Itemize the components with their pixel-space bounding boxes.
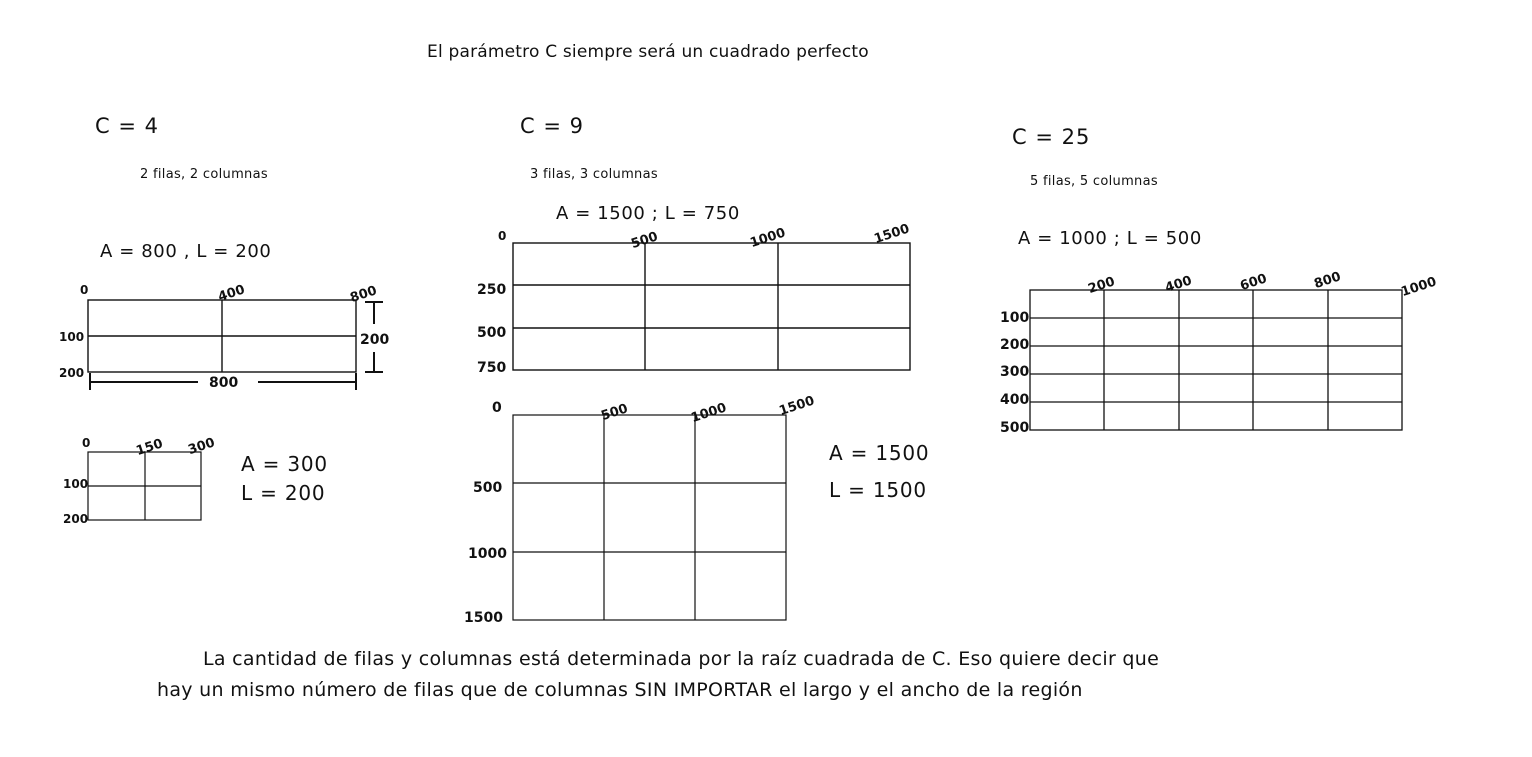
tick-c4b-left-1: 100: [63, 477, 89, 491]
tick-c4-top-1: 400: [216, 282, 247, 305]
tick-c25-top-3: 600: [1238, 271, 1269, 294]
case-annotation-c9-3: L = 1500: [829, 478, 927, 502]
tick-c4b-top-0: 0: [82, 436, 91, 450]
tick-c4-left-1: 100: [59, 330, 85, 344]
tick-c4b-top-2: 300: [186, 435, 217, 458]
tick-c9-top-1: 500: [629, 229, 660, 252]
tick-c9b-top-2: 1000: [689, 400, 729, 426]
case-title-c4: C = 4: [95, 114, 159, 138]
tick-c4-top-0: 0: [80, 283, 89, 297]
tick-c9-top-3: 1500: [872, 221, 912, 247]
tick-c9-top-2: 1000: [748, 225, 788, 251]
case-annotation-c9-1: A = 1500 ; L = 750: [556, 203, 740, 224]
tick-c9-left-2: 500: [477, 325, 507, 341]
tick-c9b-left-3: 1500: [464, 610, 503, 626]
tick-c9-left-1: 250: [477, 282, 507, 298]
grid-c4-main: [88, 300, 358, 380]
tick-c9-top-0: 0: [498, 229, 507, 243]
case-title-c9: C = 9: [520, 114, 584, 138]
grid-c9-main: [513, 243, 913, 373]
tick-c25-left-4: 400: [1000, 392, 1030, 408]
case-annotation-c4-3: L = 200: [241, 481, 326, 505]
page-title: El parámetro C siempre será un cuadrado perfecto: [427, 42, 869, 62]
tick-c4b-left-2: 200: [63, 512, 89, 526]
tick-c25-left-3: 300: [1000, 364, 1030, 380]
tick-c25-left-2: 200: [1000, 337, 1030, 353]
tick-c9b-top-3: 1500: [777, 393, 817, 419]
grid-c25-main: [1030, 290, 1410, 435]
tick-c25-top-4: 800: [1312, 269, 1343, 292]
tick-c25-left-1: 100: [1000, 310, 1030, 326]
tick-c9b-top-0: 0: [492, 400, 502, 416]
case-subtitle-c25: 5 filas, 5 columnas: [1030, 174, 1158, 189]
case-subtitle-c4: 2 filas, 2 columnas: [140, 167, 268, 182]
grid-c9-second: [513, 415, 793, 625]
tick-c25-left-5: 500: [1000, 420, 1030, 436]
tick-c4-left-2: 200: [59, 366, 85, 380]
case-annotation-c9-2: A = 1500: [829, 441, 930, 465]
tick-c9-left-3: 750: [477, 360, 507, 376]
grid-c4-second: [88, 452, 208, 524]
tick-c9b-top-1: 500: [599, 401, 630, 424]
tick-c25-top-1: 200: [1086, 274, 1117, 297]
label-height-c4: 200: [360, 332, 390, 348]
tick-c25-top-2: 400: [1163, 273, 1194, 296]
case-annotation-c4-1: A = 800 , L = 200: [100, 241, 272, 262]
case-subtitle-c9: 3 filas, 3 columnas: [530, 167, 658, 182]
case-annotation-c25-1: A = 1000 ; L = 500: [1018, 228, 1202, 249]
footer-line-2: hay un mismo número de filas que de columnas SIN IMPORTAR el largo y el ancho de la región: [157, 679, 1083, 701]
tick-c9b-left-1: 500: [473, 480, 503, 496]
tick-c25-top-5: 1000: [1399, 274, 1439, 300]
case-annotation-c4-2: A = 300: [241, 452, 328, 476]
tick-c4b-top-1: 150: [134, 436, 165, 459]
footer-line-1: La cantidad de filas y columnas está determinada por la raíz cuadrada de C. Eso quiere decir que: [203, 648, 1160, 670]
case-title-c25: C = 25: [1012, 125, 1091, 149]
label-width-c4: 800: [209, 375, 239, 391]
tick-c4-top-2: 800: [348, 283, 379, 306]
tick-c9b-left-2: 1000: [468, 546, 507, 562]
